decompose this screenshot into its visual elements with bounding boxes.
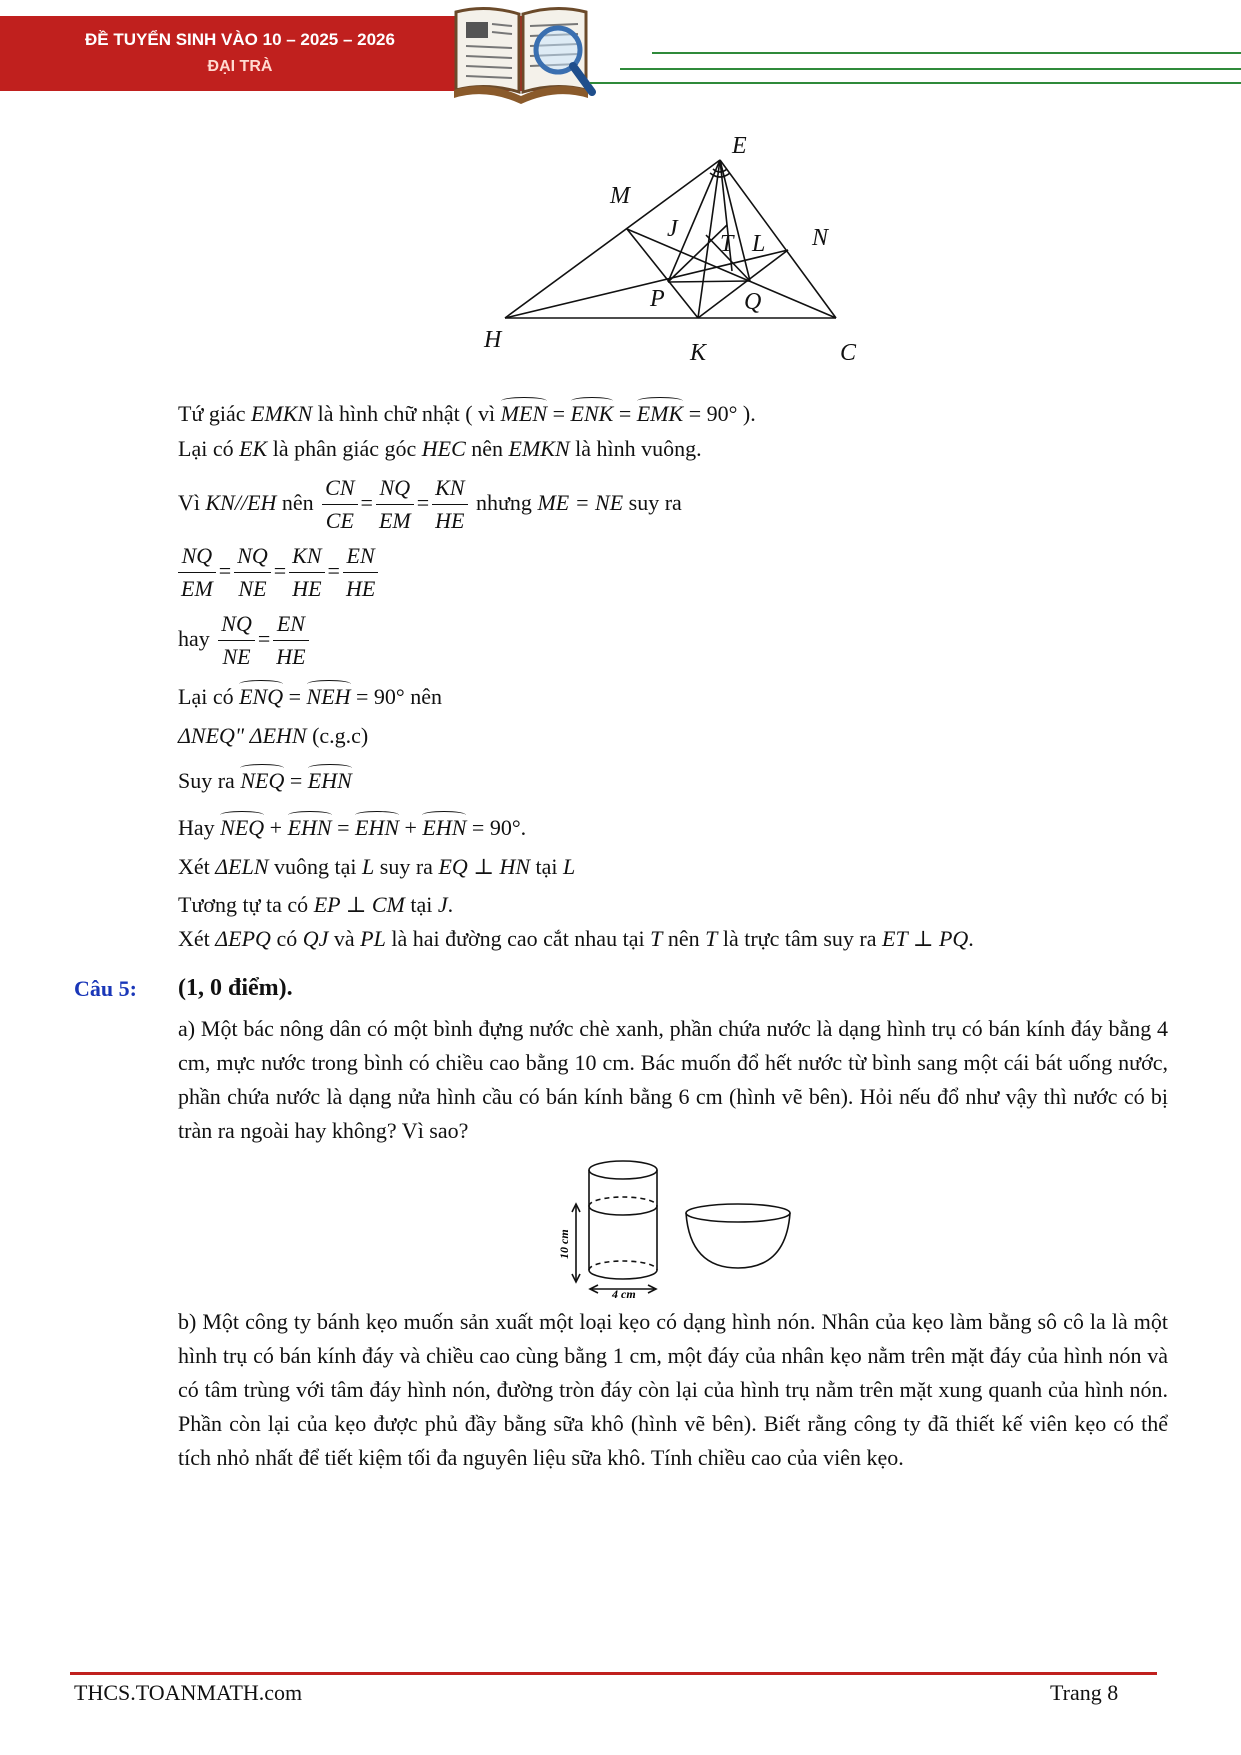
- proof-line-1: Tứ giác EMKN là hình chữ nhật ( vì MEN = ENK = EMK = 90° ).: [178, 401, 756, 426]
- question-5-part-a: a) Một bác nông dân có một bình đựng nước chè xanh, phần chứa nước là dạng hình trụ có bán kính đáy bằng 4 cm, mực nước trong bình có chiều cao bằng 10 cm. Bác muốn đổ hết nước từ bình sang một cái bát uống nước, phần chứa nước là dạng nửa hình cầu có bán kính bằng 6 cm (hình vẽ bên). Hỏi nếu đổ như vậy thì nước có bị tràn ra ngoài hay không? Vì sao?: [178, 1016, 1168, 1143]
- cylinder-bowl-figure: [550, 1156, 795, 1298]
- header-rule-3: [590, 82, 1241, 84]
- label-C: C: [840, 340, 857, 366]
- label-H: H: [484, 327, 502, 353]
- header-title: ĐỀ TUYỂN SINH VÀO 10 – 2025 – 2026: [85, 30, 395, 49]
- question-5-part-b: b) Một công ty bánh kẹo muốn sản xuất một loại kẹo có dạng hình nón. Nhân của kẹo làm bằng sô cô la là một hình trụ có bán kính đáy và chiều cao cùng bằng 1 cm, một đáy của nhân kẹo nằm trên mặt đáy của hình nón và có tâm trùng với tâm đáy hình nón, đường tròn đáy còn lại của hình trụ nằm trên mặt xung quanh của hình nón. Phần còn lại của kẹo được phủ đầy bằng sữa khô (hình vẽ bên). Biết rằng công ty đã thiết kế viên kẹo có thể tích nhỏ nhất để tiết kiệm tối đa nguyên liệu sữa khô. Tính chiều cao của viên kẹo.: [178, 1309, 1168, 1470]
- proof-line-4: $\frac{NQ}{EM}$ = $\frac{NQ}{NE}$ = $\frac{KN}{HE}$ = $\frac{EN}{HE}$: [178, 536, 381, 606]
- proof-line-6: Lại có ENQ = NEH = 90° nên: [178, 684, 442, 709]
- proof-line-2: Lại có EK là phân giác góc HEC nên EMKN là hình vuông.: [178, 436, 702, 461]
- header-subtitle: ĐẠI TRÀ: [207, 58, 273, 75]
- label-Q: Q: [744, 289, 762, 315]
- geometry-figure: [470, 135, 870, 375]
- footer-rule: [70, 1672, 1157, 1675]
- footer-page-number: Trang 8: [1050, 1680, 1119, 1705]
- book-magnifier-icon: [446, 0, 596, 110]
- label-K: K: [690, 340, 707, 366]
- label-P: P: [650, 286, 665, 312]
- question-5-label: Câu 5:: [74, 976, 137, 1001]
- header-rule-2: [620, 68, 1241, 70]
- proof-line-11: Tương tự ta có EP ⊥ CM tại J.: [178, 892, 454, 917]
- header-rule-1: [652, 52, 1241, 54]
- proof-line-3: Vì KN//EH nên $\frac{CN}{CE}$ = $\frac{NQ}{EM}$ = $\frac{KN}{HE}$ nhưng ME = NE suy ra: [178, 468, 682, 538]
- footer-site: THCS.TOANMATH.com: [74, 1680, 303, 1705]
- proof-line-10: Xét ΔELN vuông tại L suy ra EQ ⊥ HN tại L: [178, 854, 576, 879]
- label-L: L: [752, 231, 766, 257]
- height-label: 10 cm: [557, 1229, 571, 1259]
- proof-line-8: Suy ra NEQ = EHN: [178, 768, 352, 793]
- proof-line-5: hay $\frac{NQ}{NE}$ = $\frac{EN}{HE}$: [178, 604, 312, 674]
- label-E: E: [732, 135, 747, 159]
- proof-line-12: Xét ΔEPQ có QJ và PL là hai đường cao cắt nhau tại T nên T là trực tâm suy ra ET ⊥ PQ.: [178, 926, 974, 951]
- width-label: 4 cm: [612, 1287, 636, 1298]
- label-T: T: [720, 231, 734, 257]
- label-N: N: [812, 225, 829, 251]
- label-M: M: [610, 183, 630, 209]
- proof-line-7: ΔNEQ" ΔEHN (c.g.c): [178, 723, 369, 748]
- question-5-points: (1, 0 điểm).: [178, 975, 293, 1001]
- proof-line-9: Hay NEQ + EHN = EHN + EHN = 90°.: [178, 815, 527, 840]
- label-J: J: [667, 216, 678, 242]
